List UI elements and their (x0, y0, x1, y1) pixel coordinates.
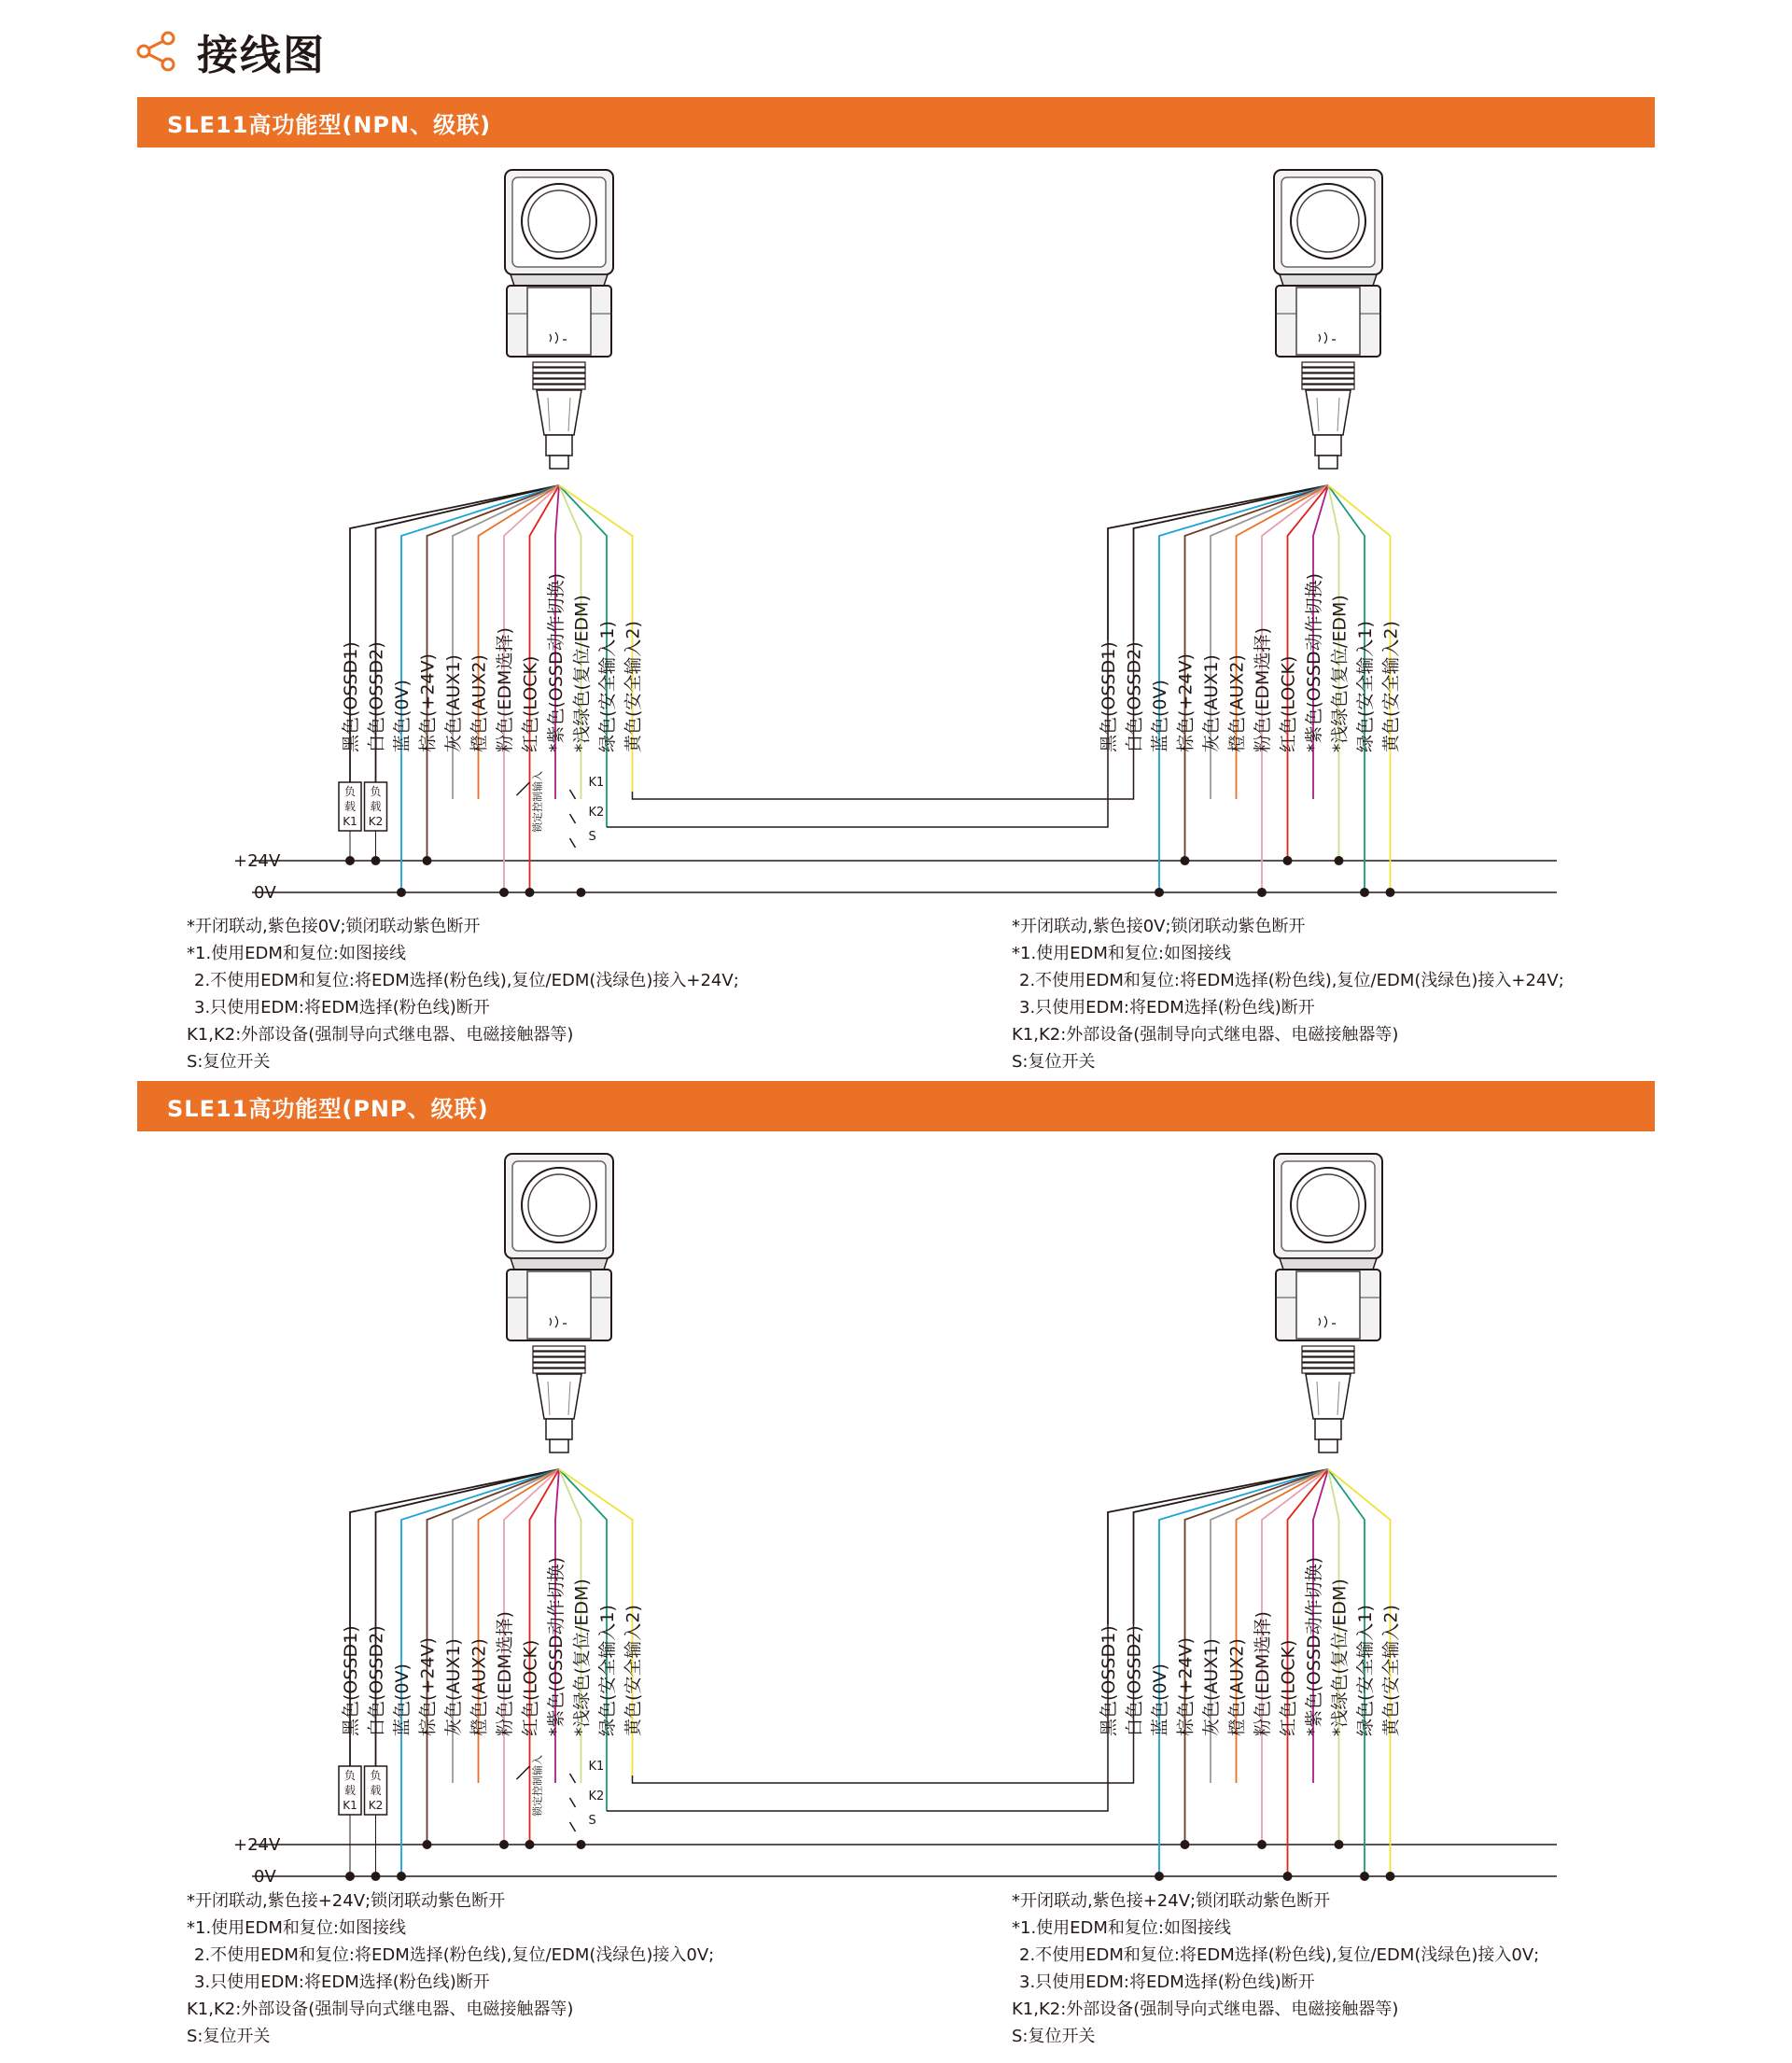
rail-label-plus24: +24V (233, 1835, 281, 1855)
junction-dot (1181, 1840, 1190, 1849)
wire-label: 棕色(+24V) (417, 653, 439, 752)
note-line: *1.使用EDM和复位:如图接线 (187, 944, 407, 963)
switch-label-k2: K2 (588, 1789, 605, 1803)
load-box-text: 负 (343, 785, 357, 798)
wire-label: 绿色(安全输入1) (1355, 1605, 1376, 1736)
junction-dot (525, 888, 535, 897)
page-title: 接线图 (197, 32, 326, 79)
note-line: K1,K2:外部设备(强制导向式继电器、电磁接触器等) (187, 1025, 574, 1045)
sensor-head-icon (1274, 1154, 1382, 1453)
notes-pnp-right (1012, 1888, 1721, 2050)
junction-dot (577, 1840, 586, 1849)
junction-dot (423, 1840, 432, 1849)
note-line: 2.不使用EDM和复位:将EDM选择(粉色线),复位/EDM(浅绿色)接入+24V; (1019, 971, 1564, 990)
wire-label: 绿色(安全输入1) (597, 621, 618, 752)
load-box-text: 载 (343, 1784, 357, 1797)
sensor-head-icon (505, 1154, 613, 1453)
wire-label: 粉色(EDM选择) (1253, 627, 1273, 752)
junction-dot (1181, 856, 1190, 865)
lock-input-label: 锁定控制输入 (531, 771, 544, 833)
sensor-head-icon (1274, 170, 1382, 469)
wire-label: 白色(OSSD2) (1124, 641, 1145, 752)
note-line: 2.不使用EDM和复位:将EDM选择(粉色线),复位/EDM(浅绿色)接入0V; (1019, 1945, 1540, 1965)
junction-dot (1360, 1872, 1369, 1881)
wire-label: 橙色(AUX2) (1226, 1638, 1248, 1736)
wire-label: *浅绿色(复位/EDM) (571, 595, 593, 752)
load-box-text: 载 (370, 800, 382, 813)
load-box-text: K1 (343, 1799, 357, 1812)
load-box-text: 载 (343, 800, 357, 813)
wire-label: *浅绿色(复位/EDM) (571, 1579, 593, 1736)
junction-dot (525, 1840, 535, 1849)
wire (559, 485, 633, 792)
notes-pnp-left (187, 1888, 896, 2050)
wire (1108, 485, 1328, 640)
wire-label: 黑色(OSSD1) (341, 1625, 361, 1736)
wire-label: 蓝色(0V) (392, 1663, 413, 1736)
wire-label: 橙色(AUX2) (469, 654, 490, 752)
wire-label: 橙色(AUX2) (469, 1638, 490, 1736)
wire-label: 红色(LOCK) (1278, 655, 1299, 752)
reset-switches (570, 790, 576, 848)
wire-label: 黄色(安全输入2) (623, 1605, 644, 1736)
note-line: *开闭联动,紫色接0V;锁闭联动紫色断开 (187, 917, 481, 936)
junction-dot (423, 856, 432, 865)
wire-label: *紫色(OSSD动作切换) (1304, 1556, 1324, 1736)
note-line: K1,K2:外部设备(强制导向式继电器、电磁接触器等) (1012, 2000, 1399, 2019)
note-line: *1.使用EDM和复位:如图接线 (1012, 1918, 1232, 1938)
wire-label: 灰色(AUX1) (1201, 654, 1222, 752)
junction-dot (1283, 856, 1293, 865)
lock-switch (517, 1766, 530, 1779)
wire-label: 蓝色(0V) (392, 680, 413, 752)
unit-left (339, 1154, 644, 1881)
note-line: 2.不使用EDM和复位:将EDM选择(粉色线),复位/EDM(浅绿色)接入0V; (194, 1945, 715, 1965)
wire-label: 红色(LOCK) (520, 1639, 541, 1736)
note-line: S:复位开关 (1012, 1052, 1096, 1072)
wire-label: 绿色(安全输入1) (597, 1605, 618, 1736)
wire-label: 红色(LOCK) (1278, 1639, 1299, 1736)
unit-left (339, 170, 644, 897)
unit-right (1099, 1154, 1402, 1881)
load-box-text: 载 (370, 1784, 382, 1797)
load-box-text: K2 (368, 1799, 384, 1812)
junction-dot (397, 1872, 406, 1881)
junction-dot (1257, 888, 1267, 897)
wire-label: 灰色(AUX1) (443, 654, 464, 752)
wire-label: 棕色(+24V) (1175, 1637, 1197, 1736)
junction-dot (397, 888, 406, 897)
wire-label: 粉色(EDM选择) (1253, 1611, 1273, 1736)
notes-npn-left (187, 913, 896, 1075)
note-line: *1.使用EDM和复位:如图接线 (1012, 944, 1232, 963)
wire-label: 棕色(+24V) (1175, 653, 1197, 752)
cascade-link-1 (633, 1624, 1134, 1783)
note-line: 3.只使用EDM:将EDM选择(粉色线)断开 (1019, 1972, 1315, 1992)
wire-label: 黄色(安全输入2) (1380, 1605, 1402, 1736)
wire-label: *紫色(OSSD动作切换) (1304, 572, 1324, 752)
junction-dot (577, 888, 586, 897)
note-line: 3.只使用EDM:将EDM选择(粉色线)断开 (1019, 998, 1315, 1017)
wire-label: *浅绿色(复位/EDM) (1329, 1579, 1351, 1736)
junction-dot (1155, 888, 1164, 897)
junction-dot (371, 1872, 381, 1881)
load-box-text: K1 (343, 815, 357, 828)
lock-input-label: 锁定控制输入 (531, 1755, 544, 1817)
wire (1108, 1469, 1328, 1624)
note-line: K1,K2:外部设备(强制导向式继电器、电磁接触器等) (187, 2000, 574, 2019)
wiring-diagram-pnp (0, 1139, 1792, 1904)
share-nodes-icon (135, 30, 178, 73)
load-box-text: 负 (370, 1769, 382, 1782)
junction-dot (1257, 1840, 1267, 1849)
wire-label: 黄色(安全输入2) (1380, 621, 1402, 752)
junction-dot (1386, 888, 1395, 897)
load-box-text: 负 (370, 785, 382, 798)
reset-switches (570, 1774, 576, 1831)
junction-dot (371, 856, 381, 865)
wiring-diagram-npn (0, 155, 1792, 920)
wire-label: 灰色(AUX1) (443, 1638, 464, 1736)
junction-dot (1360, 888, 1369, 897)
cascade-link-1 (633, 640, 1134, 799)
wire (559, 1469, 633, 1775)
note-line: S:复位开关 (1012, 2027, 1096, 2046)
wiring-diagram-npn-svg (0, 155, 1792, 920)
page-header (135, 19, 326, 84)
wire-label: 红色(LOCK) (520, 655, 541, 752)
switch-label-k1: K1 (588, 1760, 605, 1774)
note-line: S:复位开关 (187, 1052, 271, 1072)
rail-label-0v: 0V (254, 883, 276, 903)
wire-label: 黑色(OSSD1) (341, 641, 361, 752)
wire-label: *浅绿色(复位/EDM) (1329, 595, 1351, 752)
note-line: 3.只使用EDM:将EDM选择(粉色线)断开 (194, 998, 490, 1017)
rail-label-plus24: +24V (233, 851, 281, 871)
junction-dot (1386, 1872, 1395, 1881)
wire-label: 白色(OSSD2) (366, 1625, 387, 1736)
junction-dot (1283, 1872, 1293, 1881)
note-line: *开闭联动,紫色接+24V;锁闭联动紫色断开 (187, 1891, 506, 1911)
wire-label: 绿色(安全输入1) (1355, 621, 1376, 752)
wire-label: 白色(OSSD2) (366, 641, 387, 752)
wire-label: 粉色(EDM选择) (495, 1611, 515, 1736)
notes-npn-right (1012, 913, 1721, 1075)
wiring-diagram-pnp-svg (0, 1139, 1792, 1904)
wire-label: 蓝色(0V) (1150, 680, 1170, 752)
note-line: *1.使用EDM和复位:如图接线 (187, 1918, 407, 1938)
wire-label: 棕色(+24V) (417, 1637, 439, 1736)
note-line: 2.不使用EDM和复位:将EDM选择(粉色线),复位/EDM(浅绿色)接入+24V; (194, 971, 739, 990)
rail-label-0v: 0V (254, 1867, 276, 1887)
junction-dot (499, 888, 509, 897)
wire-label: 黑色(OSSD1) (1099, 1625, 1119, 1736)
note-line: K1,K2:外部设备(强制导向式继电器、电磁接触器等) (1012, 1025, 1399, 1045)
switch-label-k1: K1 (588, 776, 605, 790)
junction-dot (1335, 856, 1344, 865)
note-line: *开闭联动,紫色接0V;锁闭联动紫色断开 (1012, 917, 1306, 936)
load-box-text: 负 (343, 1769, 357, 1782)
wire-label: 灰色(AUX1) (1201, 1638, 1222, 1736)
wire-label: 白色(OSSD2) (1124, 1625, 1145, 1736)
unit-right (1099, 170, 1402, 897)
wire-label: 黄色(安全输入2) (623, 621, 644, 752)
wire-label: 粉色(EDM选择) (495, 627, 515, 752)
section-title-pnp: SLE11高功能型(PNP、级联) (137, 1081, 1655, 1131)
sensor-head-icon (505, 170, 613, 469)
load-box-text: K2 (368, 815, 384, 828)
junction-dot (1335, 1840, 1344, 1849)
wire-label: 蓝色(0V) (1150, 1663, 1170, 1736)
switch-label-s: S (588, 830, 596, 844)
wire-label: 橙色(AUX2) (1226, 654, 1248, 752)
junction-dot (499, 1840, 509, 1849)
junction-dot (345, 856, 355, 865)
section-title-npn: SLE11高功能型(NPN、级联) (137, 97, 1655, 147)
switch-label-s: S (588, 1814, 596, 1828)
note-line: S:复位开关 (187, 2027, 271, 2046)
wire-label: 黑色(OSSD1) (1099, 641, 1119, 752)
note-line: 3.只使用EDM:将EDM选择(粉色线)断开 (194, 1972, 490, 1992)
wire-label: *紫色(OSSD动作切换) (546, 572, 567, 752)
junction-dot (345, 1872, 355, 1881)
wire-label: *紫色(OSSD动作切换) (546, 1556, 567, 1736)
junction-dot (1155, 1872, 1164, 1881)
lock-switch (517, 782, 530, 795)
note-line: *开闭联动,紫色接+24V;锁闭联动紫色断开 (1012, 1891, 1331, 1911)
switch-label-k2: K2 (588, 806, 605, 820)
